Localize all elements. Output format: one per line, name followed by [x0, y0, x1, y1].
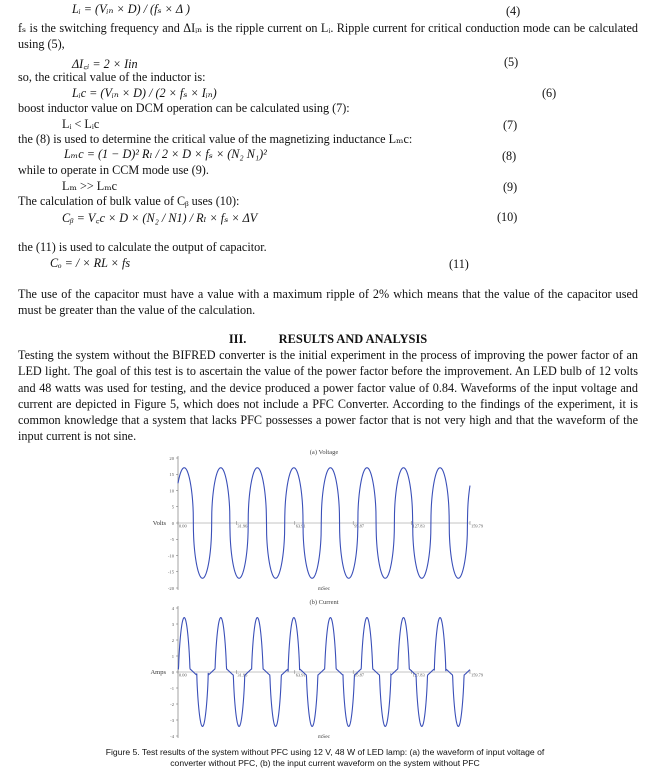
y-tick-label: -15	[167, 569, 174, 575]
section-number: III.	[228, 332, 247, 346]
y-tick-label: 2	[171, 637, 174, 643]
x-tick-label: 0.00	[179, 523, 187, 529]
x-tick-label: 0.00	[179, 672, 187, 678]
equation-10: Cᵦ = V꜀c × D × (N₂ / N1) / Rₗ × fₛ × ΔV	[62, 211, 258, 225]
paragraph-capacitor-ripple: The use of the capacitor must have a value with a maximum ripple of 2% which means that the value of the capacitor used must be greater than the value of the calculation.	[18, 287, 638, 318]
chart-voltage	[153, 449, 484, 592]
y-tick-label: -10	[167, 553, 174, 559]
y-tick-label: 5	[171, 504, 174, 510]
y-tick-label: 0	[171, 669, 174, 675]
x-tick-label: 63.91	[295, 523, 306, 529]
y-tick-label: 0	[171, 520, 174, 526]
equation-number-10: (10)	[497, 210, 518, 224]
x-tick-label: 159.79	[471, 672, 484, 678]
text-magnetizing-inductance: the (8) is used to determine the critical value of the magnetizing inductance Lₘc:	[18, 132, 413, 146]
x-axis-label: mSec	[317, 734, 331, 740]
equation-number-7: (7)	[503, 118, 518, 132]
y-tick-label: 20	[169, 455, 174, 461]
equation-8: Lₘc = (1 − D)² Rₗ / 2 × D × fₛ × (N₂ N₁)²	[64, 147, 267, 161]
x-axis-label: mSec	[317, 586, 331, 592]
section-heading	[0, 332, 656, 347]
equation-5: ΔI꜀ᵢ = 2 × Iin	[72, 57, 138, 71]
text-dcm-operation: boost inductor value on DCM operation can be calculated using (7):	[18, 101, 350, 115]
text-bulk-capacitor: The calculation of bulk value of Cᵦ uses (10):	[18, 194, 240, 208]
equation-11: Cₒ = / × RL × fs	[50, 256, 131, 270]
equation-number-8: (8)	[502, 149, 517, 163]
figure-caption: Figure 5. Test results of the system without PFC using 12 V, 48 W of LED lamp: (a) the waveform of input voltage of converter without PFC, (b) the input current waveform on the system without PFC	[105, 747, 545, 768]
equation-number-6: (6)	[542, 86, 557, 100]
chart-title: (b) Current	[309, 599, 339, 606]
y-tick-label: 3	[171, 621, 174, 627]
figure-5	[140, 444, 510, 744]
text-output-capacitor: the (11) is used to calculate the output of capacitor.	[18, 240, 267, 254]
y-tick-label: -4	[170, 733, 174, 739]
x-tick-label: 159.79	[471, 523, 484, 529]
y-tick-label: 4	[171, 605, 174, 611]
x-tick-label: 127.83	[412, 523, 425, 529]
x-tick-label: 63.91	[295, 672, 306, 678]
section-title: RESULTS AND ANALYSIS	[278, 332, 428, 346]
equation-9: Lₘ >> Lₘc	[62, 179, 118, 193]
equation-number-4: (4)	[506, 4, 521, 18]
y-tick-label: 10	[169, 488, 174, 494]
chart-current	[150, 599, 483, 740]
y-tick-label: -5	[170, 537, 174, 543]
text-switching-frequency: fₛ is the switching frequency and ΔIᵢₙ is the ripple current on Lᵢ. Ripple current for critical conduction mode can be calculated using (5),	[18, 21, 638, 52]
text-critical-inductor: so, the critical value of the inductor is:	[18, 70, 206, 84]
equation-6: Lᵢc = (Vᵢₙ × D) / (2 × fₛ × Iᵢₙ)	[72, 86, 217, 100]
equation-number-9: (9)	[503, 180, 518, 194]
text-ccm-mode: while to operate in CCM mode use (9).	[18, 163, 209, 177]
y-axis-label: Volts	[152, 520, 166, 527]
y-tick-label: -20	[167, 585, 174, 591]
y-axis-label: Amps	[150, 669, 166, 676]
x-tick-label: 95.87	[354, 672, 365, 678]
x-tick-label: 127.83	[412, 672, 425, 678]
x-tick-label: 31.96	[237, 523, 248, 529]
paragraph-results: Testing the system without the BIFRED converter is the initial experiment in the process of improving the power factor of an LED light. The goal of this test is to ascertain the value of the power factor before the improvement. An LED bulb of 12 volts and 48 watts was used for testing, and the device produced a power factor value of 0.84. Waveforms of the input voltage and current are depicted in Figure 5, which does not include a PFC Converter. According to the findings of the experiment, it is common knowledge that a system that lacks PFC possesses a power factor that is not very high and that the waveform of the input current is not sine.	[18, 348, 638, 444]
equation-number-11: (11)	[449, 257, 469, 271]
equation-7: Lᵢ < Lᵢc	[62, 117, 100, 131]
x-tick-label: 95.87	[354, 523, 365, 529]
x-tick-label: 31.96	[237, 672, 248, 678]
y-tick-label: 15	[169, 472, 174, 478]
y-tick-label: -3	[170, 717, 174, 723]
y-tick-label: -1	[170, 685, 174, 691]
equation-number-5: (5)	[504, 55, 519, 69]
equation-4: Lᵢ = (Vᵢₙ × D) / (fₛ × Δ )	[72, 2, 190, 16]
chart-title: (a) Voltage	[309, 449, 339, 456]
y-tick-label: -2	[170, 701, 174, 707]
y-tick-label: 1	[171, 653, 174, 659]
